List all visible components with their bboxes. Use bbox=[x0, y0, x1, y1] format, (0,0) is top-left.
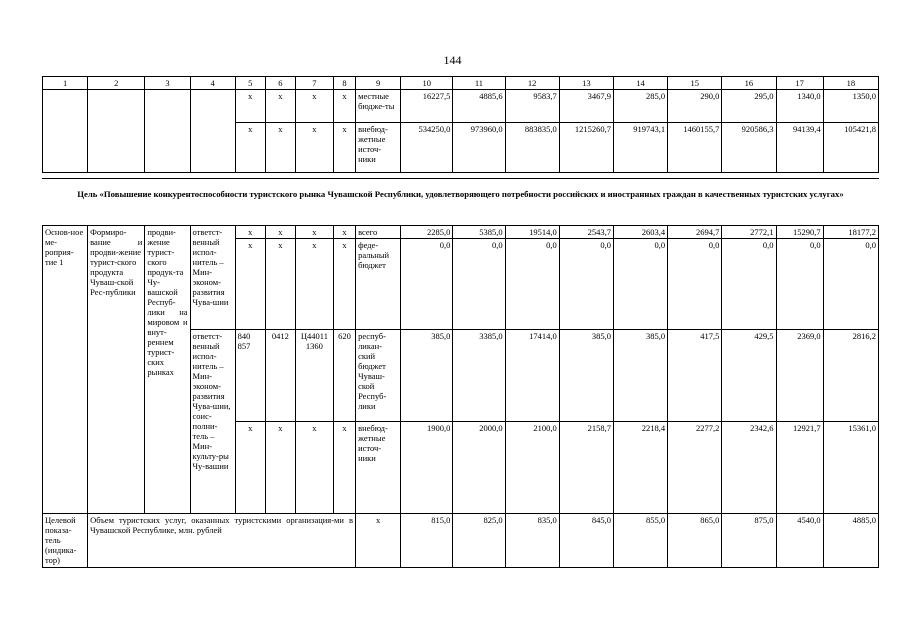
value-cell: 2277,2 bbox=[668, 422, 722, 514]
value-cell: 534250,0 bbox=[401, 123, 453, 173]
value-cell: 385,0 bbox=[613, 330, 667, 422]
value-cell: 429,5 bbox=[722, 330, 776, 422]
value-cell: 12921,7 bbox=[776, 422, 823, 514]
value-cell: 94139,4 bbox=[776, 123, 823, 173]
value-cell: 2218,4 bbox=[613, 422, 667, 514]
value-cell: 1900,0 bbox=[401, 422, 453, 514]
value-cell: 875,0 bbox=[722, 514, 776, 568]
cell: Ц44011 1360 bbox=[295, 330, 333, 422]
col-num: 4 bbox=[190, 77, 235, 90]
value-cell: 2772,1 bbox=[722, 226, 776, 239]
value-cell: 385,0 bbox=[559, 330, 613, 422]
cell: 0412 bbox=[265, 330, 295, 422]
value-cell: 3385,0 bbox=[453, 330, 505, 422]
budget-table-main bbox=[42, 225, 879, 568]
value-cell: 825,0 bbox=[453, 514, 505, 568]
cell: 620 bbox=[333, 330, 355, 422]
value-cell: 0,0 bbox=[453, 239, 505, 330]
cell: x bbox=[333, 226, 355, 239]
col-num: 16 bbox=[722, 77, 776, 90]
funding-source: респуб-ликан-ский бюджет Чуваш-ской Респуб-лики bbox=[356, 330, 401, 422]
value-cell: 883835,0 bbox=[505, 123, 559, 173]
value-cell: 0,0 bbox=[668, 239, 722, 330]
value-cell: 2543,7 bbox=[559, 226, 613, 239]
col-num: 9 bbox=[356, 77, 401, 90]
value-cell: 1460155,7 bbox=[668, 123, 722, 173]
cell: x bbox=[333, 123, 355, 173]
value-cell: 105421,8 bbox=[823, 123, 878, 173]
cell: x bbox=[333, 90, 355, 123]
funding-source: местные бюдже-ты bbox=[356, 90, 401, 123]
cell: x bbox=[235, 123, 265, 173]
value-cell: 3467,9 bbox=[559, 90, 613, 123]
cell: x bbox=[295, 239, 333, 330]
value-cell: 973960,0 bbox=[453, 123, 505, 173]
value-cell: 2603,4 bbox=[613, 226, 667, 239]
indicator-name: Объем туристских услуг, оказанных туристскими организация-ми в Чувашской Республике, млн. рублей bbox=[88, 514, 356, 568]
value-cell: 4885,6 bbox=[453, 90, 505, 123]
value-cell: 2100,0 bbox=[505, 422, 559, 514]
indicator-type: Целевой показа-тель (индика-тор) bbox=[43, 514, 88, 568]
value-cell: 835,0 bbox=[505, 514, 559, 568]
value-cell: 815,0 bbox=[401, 514, 453, 568]
executor: ответст-венный испол-нитель – Мин-эконом-развития Чува-шии bbox=[190, 226, 235, 330]
col-num: 6 bbox=[265, 77, 295, 90]
value-cell: 4885,0 bbox=[823, 514, 878, 568]
col-num: 10 bbox=[401, 77, 453, 90]
value-cell: 290,0 bbox=[668, 90, 722, 123]
value-cell: 15290,7 bbox=[776, 226, 823, 239]
indicator-row bbox=[43, 514, 879, 568]
value-cell: 385,0 bbox=[401, 330, 453, 422]
cell: x bbox=[356, 514, 401, 568]
cell: x bbox=[235, 90, 265, 123]
cell: x bbox=[265, 422, 295, 514]
event-task: продви-жение турист-ского продук-та Чу-вашской Респуб-лики на мировом и внут-реннем турист-ских рынках bbox=[145, 226, 190, 514]
value-cell: 16227,5 bbox=[401, 90, 453, 123]
value-cell: 2369,0 bbox=[776, 330, 823, 422]
budget-table-top bbox=[42, 76, 879, 173]
value-cell: 845,0 bbox=[559, 514, 613, 568]
cell: x bbox=[333, 239, 355, 330]
value-cell: 0,0 bbox=[505, 239, 559, 330]
funding-source: внебюд-жетные источ-ники bbox=[356, 123, 401, 173]
divider-line bbox=[42, 178, 879, 179]
event-type: Основ-ное ме-роприя-тие 1 bbox=[43, 226, 88, 514]
value-cell: 285,0 bbox=[613, 90, 667, 123]
executor: ответст-венный испол-нитель – Мин-эконом-развития Чува-шии, соис-полни-тель – Мин-культу-ры Чу-вашии bbox=[190, 330, 235, 514]
cell: x bbox=[235, 226, 265, 239]
value-cell: 9583,7 bbox=[505, 90, 559, 123]
cell: x bbox=[265, 226, 295, 239]
col-num: 12 bbox=[505, 77, 559, 90]
cell: x bbox=[265, 123, 295, 173]
funding-source: внебюд-жетные источ-ники bbox=[356, 422, 401, 514]
col-num: 11 bbox=[453, 77, 505, 90]
col-num: 15 bbox=[668, 77, 722, 90]
col-num: 1 bbox=[43, 77, 88, 90]
goal-heading: Цель «Повышение конкурентоспособности туристского рынка Чувашской Республики, удовлетворяющего потребности российских и иностранных граждан в качественных туристских услугах» bbox=[77, 189, 844, 199]
cell bbox=[88, 90, 145, 173]
cell: x bbox=[295, 226, 333, 239]
col-num: 3 bbox=[145, 77, 190, 90]
col-num: 8 bbox=[333, 77, 355, 90]
cell: x bbox=[295, 123, 333, 173]
col-num: 18 bbox=[823, 77, 878, 90]
value-cell: 0,0 bbox=[401, 239, 453, 330]
value-cell: 855,0 bbox=[613, 514, 667, 568]
value-cell: 865,0 bbox=[668, 514, 722, 568]
value-cell: 1350,0 bbox=[823, 90, 878, 123]
value-cell: 4540,0 bbox=[776, 514, 823, 568]
value-cell: 15361,0 bbox=[823, 422, 878, 514]
value-cell: 2694,7 bbox=[668, 226, 722, 239]
col-num: 14 bbox=[613, 77, 667, 90]
cell bbox=[145, 90, 190, 173]
value-cell: 2000,0 bbox=[453, 422, 505, 514]
cell: x bbox=[333, 422, 355, 514]
cell: x bbox=[265, 239, 295, 330]
cell: 840 857 bbox=[235, 330, 265, 422]
value-cell: 1215260,7 bbox=[559, 123, 613, 173]
cell: x bbox=[235, 239, 265, 330]
cell: x bbox=[295, 90, 333, 123]
cell: x bbox=[235, 422, 265, 514]
value-cell: 0,0 bbox=[722, 239, 776, 330]
value-cell: 0,0 bbox=[559, 239, 613, 330]
cell bbox=[190, 90, 235, 173]
col-num: 2 bbox=[88, 77, 145, 90]
value-cell: 0,0 bbox=[776, 239, 823, 330]
page-number: 144 bbox=[443, 53, 462, 67]
value-cell: 18177,2 bbox=[823, 226, 878, 239]
value-cell: 17414,0 bbox=[505, 330, 559, 422]
value-cell: 2285,0 bbox=[401, 226, 453, 239]
value-cell: 0,0 bbox=[823, 239, 878, 330]
cell: x bbox=[265, 90, 295, 123]
value-cell: 417,5 bbox=[668, 330, 722, 422]
value-cell: 295,0 bbox=[722, 90, 776, 123]
event-name: Формиро-вание и продви-жение турист-ского продукта Чуваш-ской Рес-публики bbox=[88, 226, 145, 514]
table-row bbox=[43, 90, 879, 123]
value-cell: 919743,1 bbox=[613, 123, 667, 173]
col-num: 5 bbox=[235, 77, 265, 90]
value-cell: 920586,3 bbox=[722, 123, 776, 173]
value-cell: 2342,6 bbox=[722, 422, 776, 514]
value-cell: 2816,2 bbox=[823, 330, 878, 422]
value-cell: 5385,0 bbox=[453, 226, 505, 239]
funding-source: всего bbox=[356, 226, 401, 239]
col-num: 13 bbox=[559, 77, 613, 90]
cell: x bbox=[295, 422, 333, 514]
value-cell: 1340,0 bbox=[776, 90, 823, 123]
col-num: 17 bbox=[776, 77, 823, 90]
cell bbox=[43, 90, 88, 173]
funding-source: феде-ральный бюджет bbox=[356, 239, 401, 330]
column-number-row bbox=[43, 77, 879, 90]
col-num: 7 bbox=[295, 77, 333, 90]
value-cell: 0,0 bbox=[613, 239, 667, 330]
table-row bbox=[43, 226, 879, 239]
value-cell: 19514,0 bbox=[505, 226, 559, 239]
value-cell: 2158,7 bbox=[559, 422, 613, 514]
